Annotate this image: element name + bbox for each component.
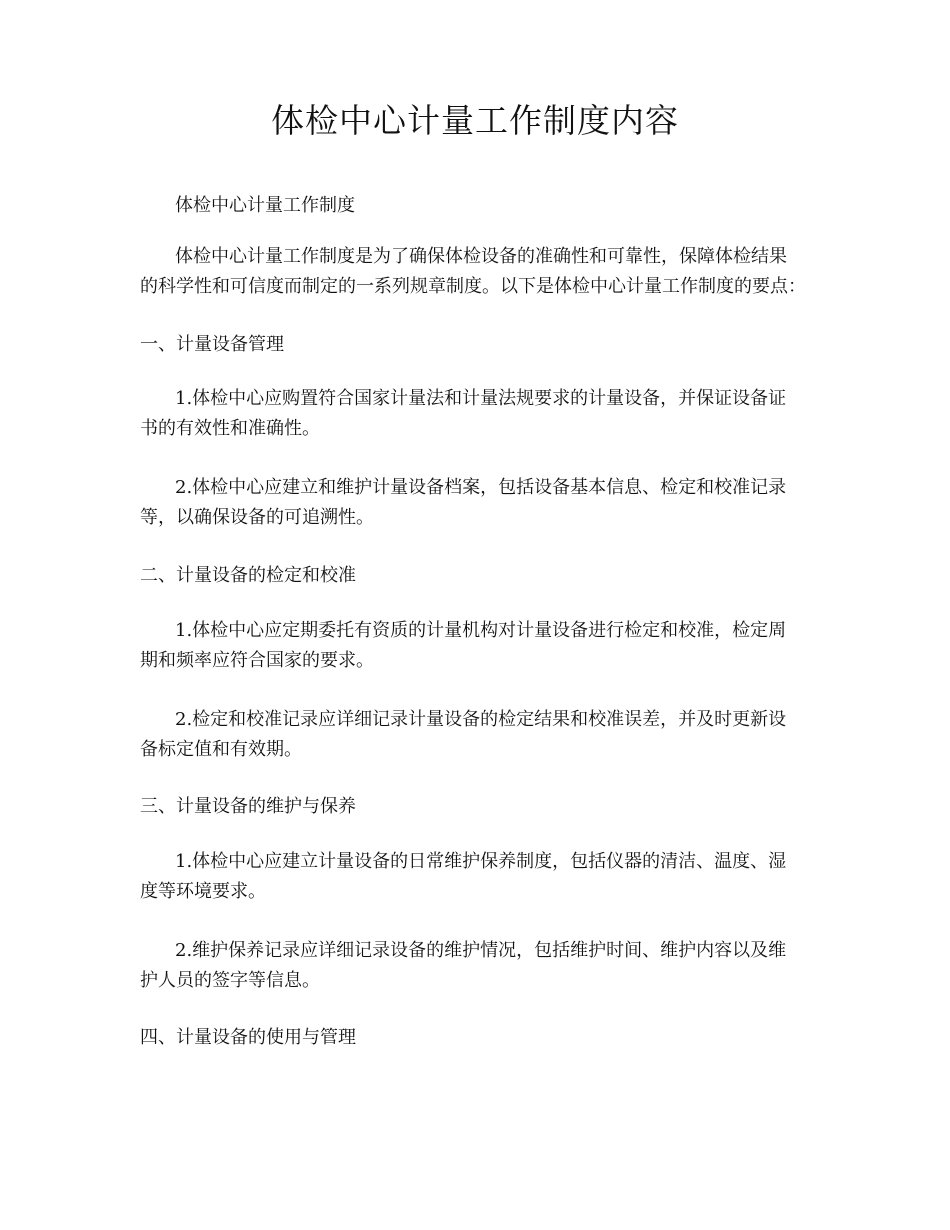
- paragraph-line: 备标定值和有效期。: [140, 739, 302, 760]
- section-heading: 三、计量设备的维护与保养: [140, 796, 356, 817]
- paragraph-line: 护人员的签字等信息。: [140, 970, 320, 991]
- section-heading: 四、计量设备的使用与管理: [140, 1027, 356, 1048]
- intro-line: 体检中心计量工作制度是为了确保体检设备的准确性和可靠性，保障体检结果: [175, 246, 787, 267]
- section-heading: 一、计量设备管理: [140, 334, 284, 355]
- paragraph-line: 等，以确保设备的可追溯性。: [140, 507, 374, 528]
- intro-line: 的科学性和可信度而制定的一系列规章制度。以下是体检中心计量工作制度的要点：: [140, 276, 806, 297]
- paragraph-line: 1.体检中心应建立计量设备的日常维护保养制度，包括仪器的清洁、温度、湿: [175, 851, 787, 872]
- paragraph-line: 2.体检中心应建立和维护计量设备档案，包括设备基本信息、检定和校准记录: [175, 477, 787, 498]
- intro-paragraph: [140, 242, 840, 302]
- section-paragraph: [140, 473, 840, 533]
- section-paragraph: [140, 936, 840, 996]
- paragraph-line: 期和频率应符合国家的要求。: [140, 650, 374, 671]
- paragraph-line: 2.维护保养记录应详细记录设备的维护情况，包括维护时间、维护内容以及维: [175, 940, 787, 961]
- section-paragraph: [140, 616, 840, 676]
- section-paragraph: [140, 847, 840, 907]
- page-title: 体检中心计量工作制度内容: [271, 101, 679, 140]
- section-paragraph: [140, 384, 840, 444]
- paragraph-line: 1.体检中心应购置符合国家计量法和计量法规要求的计量设备，并保证设备证: [175, 388, 787, 409]
- paragraph-line: 度等环境要求。: [140, 881, 266, 902]
- paragraph-line: 1.体检中心应定期委托有资质的计量机构对计量设备进行检定和校准，检定周: [175, 620, 787, 641]
- section-heading: 二、计量设备的检定和校准: [140, 565, 356, 586]
- section-paragraph: [140, 705, 840, 765]
- doc-subtitle: 体检中心计量工作制度: [175, 195, 355, 216]
- paragraph-line: 书的有效性和准确性。: [140, 418, 320, 439]
- paragraph-line: 2.检定和校准记录应详细记录计量设备的检定结果和校准误差，并及时更新设: [175, 709, 787, 730]
